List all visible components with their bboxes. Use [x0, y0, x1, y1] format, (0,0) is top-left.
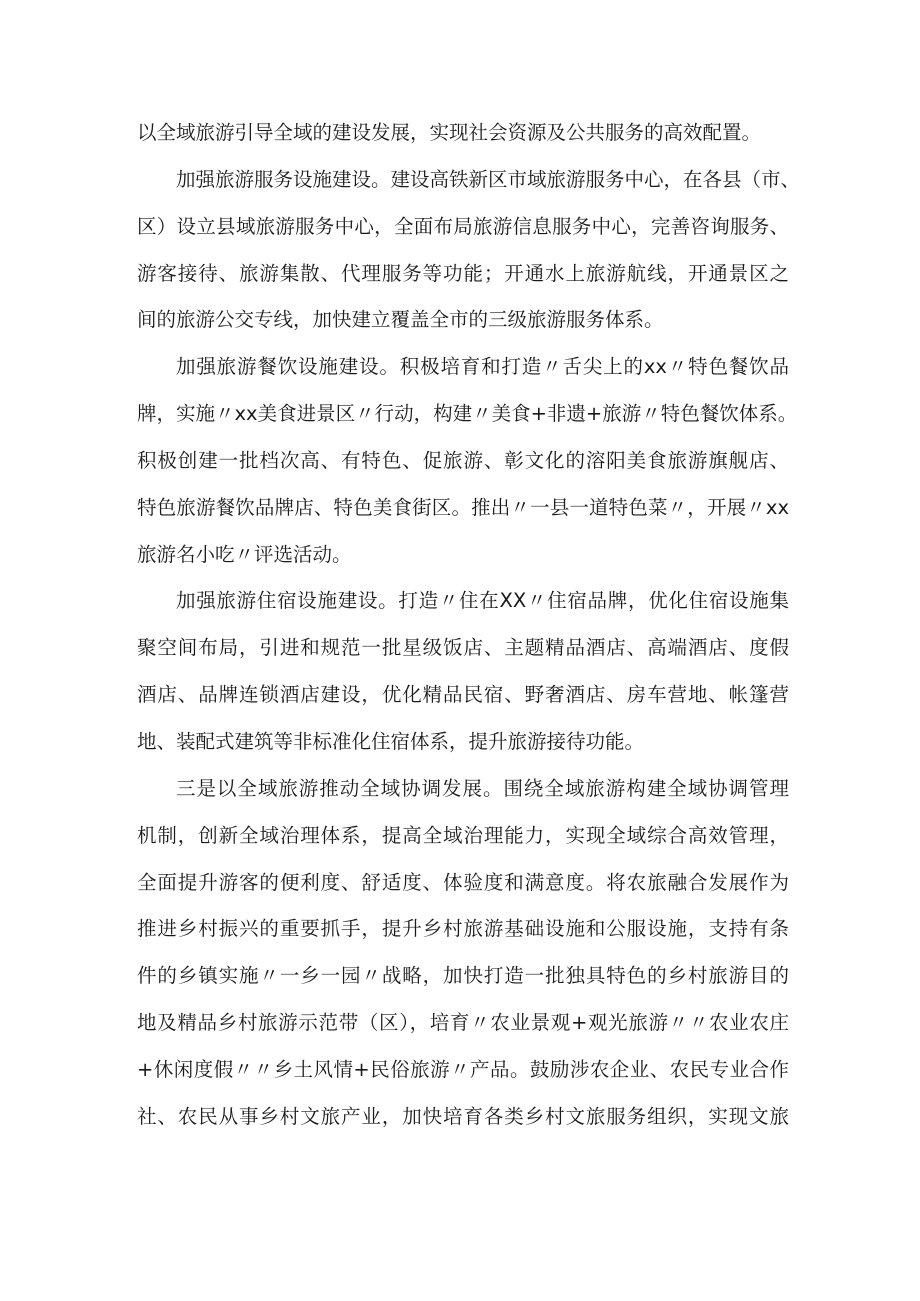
- paragraph-line: 三是以全域旅游推动全域协调发展。围绕全域旅游构建全域协调管理: [176, 776, 789, 800]
- paragraph-line: 地及精品乡村旅游示范带（区），培育〃农业景观+观光旅游〃〃农业农庄: [137, 1011, 789, 1035]
- paragraph-line: 旅游名小吃〃评选活动。: [137, 542, 352, 566]
- paragraph-line: 全面提升游客的便利度、舒适度、体验度和满意度。将农旅融合发展作为: [137, 870, 789, 894]
- paragraph-line: 特色旅游餐饮品牌店、特色美食街区。推出〃一县一道特色菜〃，开展〃xx: [137, 495, 789, 519]
- paragraph-line: 加强旅游住宿设施建设。打造〃住在XX〃住宿品牌，优化住宿设施集: [176, 589, 789, 613]
- paragraph-line: 件的乡镇实施〃一乡一园〃战略，加快打造一批独具特色的乡村旅游目的: [137, 964, 789, 988]
- paragraph-line: 以全域旅游引导全域的建设发展，实现社会资源及公共服务的高效配置。: [137, 121, 762, 144]
- paragraph-line: 加强旅游服务设施建设。建设高铁新区市域旅游服务中心，在各县（市、: [176, 167, 801, 191]
- paragraph-line: 间的旅游公交专线，加快建立覆盖全市的三级旅游服务体系。: [137, 308, 664, 332]
- paragraph-line: 社、农民从事乡村文旅产业，加快培育各类乡村文旅服务组织，实现文旅: [137, 1104, 789, 1128]
- paragraph-line: 酒店、品牌连锁酒店建设，优化精品民宿、野奢酒店、房车营地、帐篷营: [137, 683, 789, 707]
- paragraph-line: 地、装配式建筑等非标准化住宿体系，提升旅游接待功能。: [137, 729, 645, 753]
- paragraph-line: 机制，创新全域治理体系，提高全域治理能力，实现全域综合高效管理，: [137, 823, 789, 847]
- paragraph-line: 区）设立县域旅游服务中心，全面布局旅游信息服务中心，完善咨询服务、: [137, 214, 789, 238]
- paragraph-line: 加强旅游餐饮设施建设。积极培育和打造〃舌尖上的xx〃特色餐饮品: [176, 355, 789, 379]
- paragraph-line: 牌，实施〃xx美食进景区〃行动，构建〃美食+非遗+旅游〃特色餐饮体系。: [137, 402, 798, 426]
- paragraph-line: 推进乡村振兴的重要抓手，提升乡村旅游基础设施和公服设施，支持有条: [137, 917, 789, 941]
- paragraph-line: +休闲度假〃〃乡土风情+民俗旅游〃产品。鼓励涉农企业、农民专业合作: [137, 1057, 789, 1081]
- paragraph-line: 积极创建一批档次高、有特色、促旅游、彰文化的溶阳美食旅游旗舰店、: [137, 448, 789, 472]
- document-body: [137, 115, 801, 1146]
- paragraph-line: 聚空间布局，引进和规范一批星级饭店、主题精品酒店、高端酒店、度假: [137, 636, 789, 660]
- paragraph-line: 游客接待、旅游集散、代理服务等功能；开通水上旅游航线，开通景区之: [137, 261, 789, 285]
